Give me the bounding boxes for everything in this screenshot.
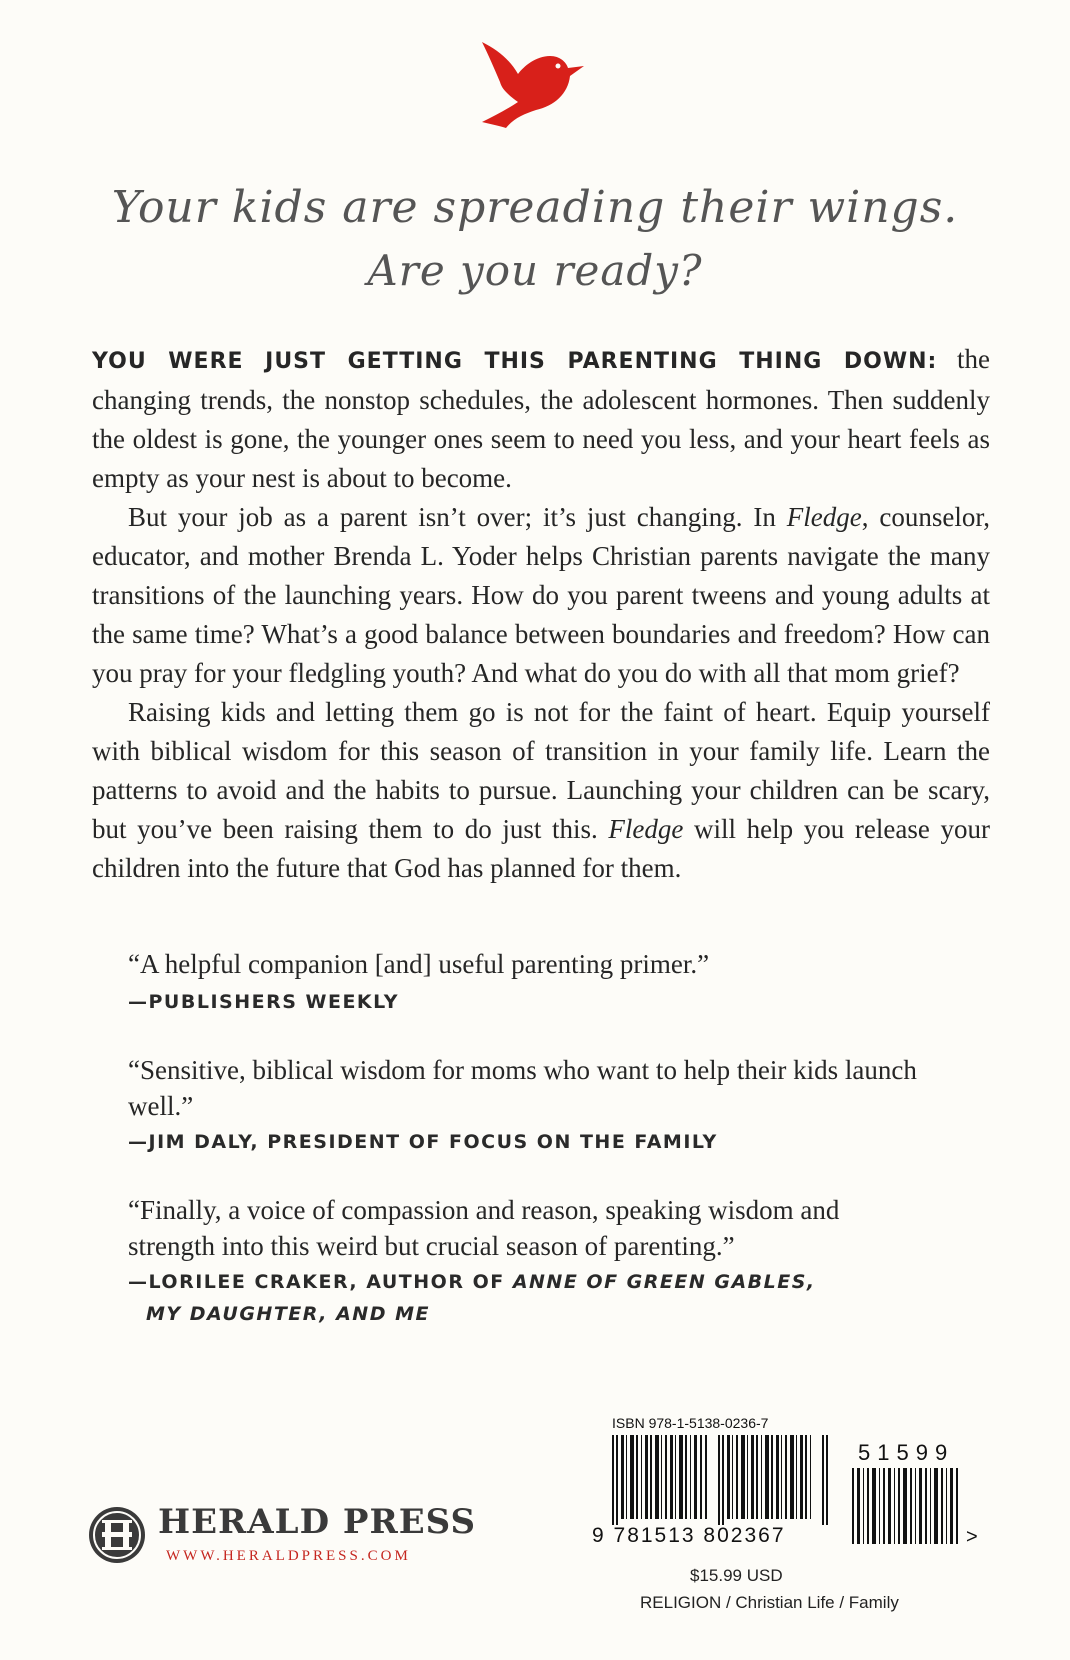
tagline-line-1: Your kids are spreading their wings. <box>111 182 959 233</box>
publisher-url[interactable]: WWW.HERALDPRESS.COM <box>166 1548 411 1564</box>
price-code-digits: 51599 <box>858 1440 955 1465</box>
endorsement-quote-1: “A helpful companion [and] useful parenting primer.” <box>128 949 710 979</box>
paragraph-3-text-a: Raising kids and letting them go is not for the faint of heart. Equip yourself with biblical wisdom for this season of transition in your family life. Learn the patterns to avoid and the habits to pursue. Launching your children can be scary, but you’ve been raising them to do just this. <box>92 697 990 844</box>
endorsement-source-2: —JIM DALY, PRESIDENT OF FOCUS ON THE FAMILY <box>128 1131 718 1153</box>
source-3-book-title-a: ANNE OF GREEN GABLES, <box>512 1271 816 1293</box>
description-paragraph-1 <box>92 340 990 498</box>
description <box>92 340 990 888</box>
book-title: Fledge <box>786 502 862 532</box>
barcode-arrow: > <box>966 1526 978 1548</box>
endorsement-source-1: —PUBLISHERS WEEKLY <box>128 991 400 1013</box>
endorsement-quote-2: “Sensitive, biblical wisdom for moms who want to help their kids launch well.” <box>128 1055 917 1121</box>
source-3-book-title-b: MY DAUGHTER, AND ME <box>146 1303 430 1325</box>
endorsement-source-3 <box>128 1266 948 1330</box>
paragraph-2-text-a: But your job as a parent isn’t over; it’s just changing. In <box>128 502 787 532</box>
paragraph-1-text: the changing trends, the nonstop schedules, the adolescent hormones. Then suddenly the oldest is gone, the younger ones seem to need you less, and your heart feels as empty as your nest is about to become. <box>92 344 990 493</box>
paragraph-2-text-b: , counselor, educator, and mother Brenda L. Yoder helps Christian parents navigate the many transitions of the launching years. How do you parent tweens and young adults at the same time? What’s a good balance between boundaries and freedom? How can you pray for your fledgling youth? And what do you do with all that mom grief? <box>92 502 990 688</box>
publisher-name: HERALD PRESS <box>158 1502 476 1542</box>
paragraph-3-text-b: will help you release your children into the future that God has planned for them. <box>92 814 990 883</box>
description-paragraph-2 <box>92 498 990 693</box>
red-bird-icon <box>480 40 600 135</box>
book-title: Fledge <box>608 814 684 844</box>
description-paragraph-3 <box>92 693 990 888</box>
isbn-label: ISBN 978-1-5138-0236-7 <box>612 1415 769 1431</box>
barcode-bars <box>612 1435 832 1525</box>
price-barcode-bars <box>852 1468 962 1544</box>
source-3-text: —LORILEE CRAKER, AUTHOR OF <box>128 1271 513 1293</box>
ean-digits: 9 781513 802367 <box>592 1524 786 1547</box>
tagline-line-2: Are you ready? <box>367 246 703 295</box>
herald-press-seal-icon <box>88 1506 146 1564</box>
price: $15.99 USD <box>690 1566 783 1585</box>
lead-caps: YOU WERE JUST GETTING THIS PARENTING THING DOWN: <box>92 349 938 374</box>
category: RELIGION / Christian Life / Family <box>640 1593 899 1612</box>
endorsement-quote-3: “Finally, a voice of compassion and reason, speaking wisdom and strength into this weird but crucial season of parenting.” <box>128 1195 840 1261</box>
